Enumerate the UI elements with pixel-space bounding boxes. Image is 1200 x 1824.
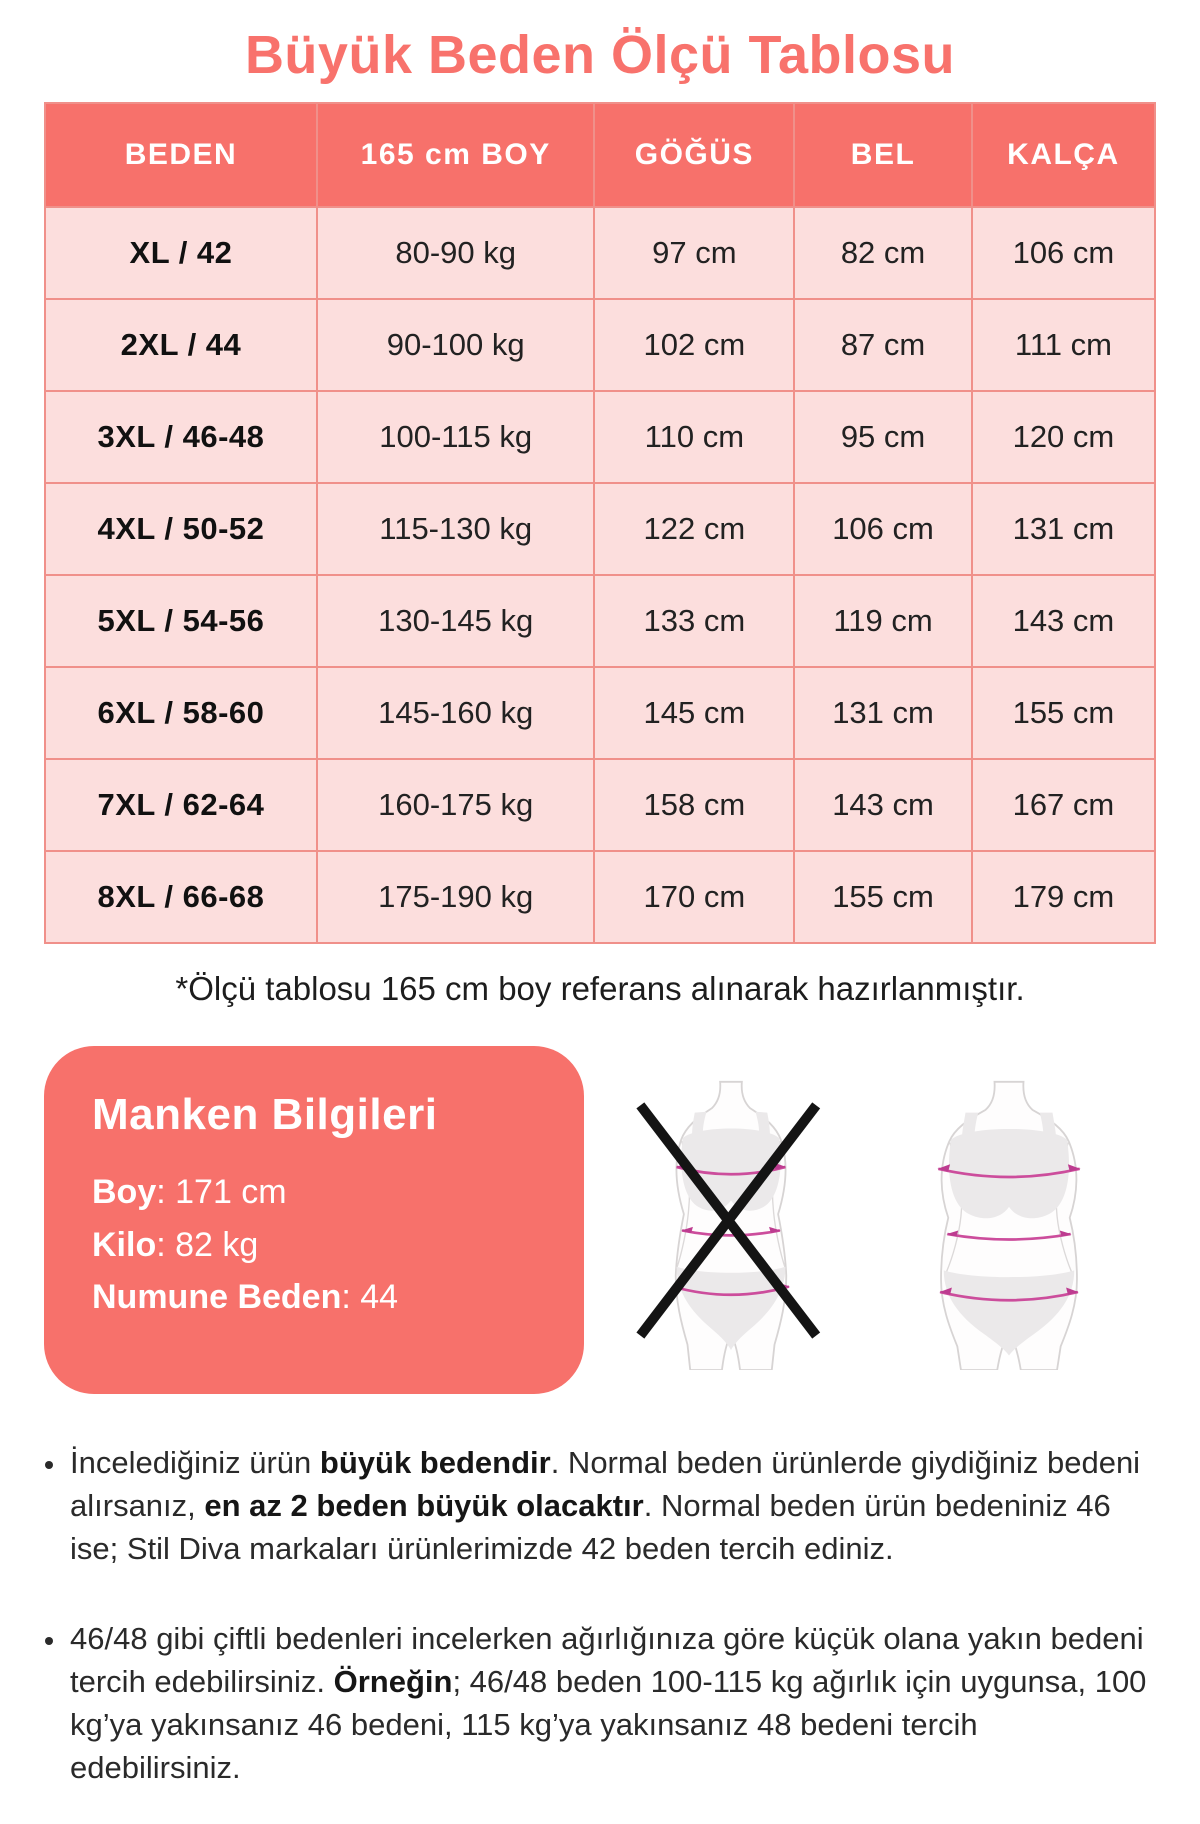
table-row (45, 299, 1155, 391)
header-cell-bel: BEL (794, 103, 972, 207)
header-cell-gogus: GÖĞÜS (594, 103, 794, 207)
note-text: 46/48 gibi çiftli bedenleri incelerken ağırlığınıza göre küçük olana yakın bedeni tercih edebilirsiniz. (70, 1621, 1144, 1700)
size-cell: XL / 42 (45, 207, 317, 299)
table-cell: 145-160 kg (317, 667, 595, 759)
note-text-bold: büyük bedendir (319, 1445, 551, 1480)
table-cell: 155 cm (972, 667, 1155, 759)
note-text: . Normal beden ürün bedeniniz 46 ise; Stil Diva markaları ürünlerimizde 42 beden tercih ediniz. (70, 1487, 1111, 1566)
size-table-container (44, 102, 1156, 944)
model-info-section (44, 1046, 1156, 1394)
table-cell: 155 cm (794, 851, 972, 943)
note-item (68, 1618, 1152, 1789)
table-row (45, 759, 1155, 851)
notes-section (40, 1442, 1152, 1789)
table-row (45, 207, 1155, 299)
model-info-title: Manken Bilgileri (92, 1090, 438, 1139)
note-text: İncelediğiniz ürün (70, 1445, 320, 1480)
table-cell: 131 cm (794, 667, 972, 759)
table-row (45, 851, 1155, 943)
table-cell: 115-130 kg (317, 483, 595, 575)
model-weight-label: Kilo (92, 1225, 157, 1264)
table-footnote: *Ölçü tablosu 165 cm boy referans alınarak hazırlanmıştır. (175, 970, 1025, 1007)
table-cell: 143 cm (794, 759, 972, 851)
table-cell: 158 cm (594, 759, 794, 851)
note-text-bold: Örneğin (333, 1664, 453, 1700)
size-cell: 3XL / 46-48 (45, 391, 317, 483)
table-cell: 133 cm (594, 575, 794, 667)
table-cell: 119 cm (794, 575, 972, 667)
table-cell: 95 cm (794, 391, 972, 483)
table-cell: 167 cm (972, 759, 1155, 851)
note-text-bold: en az 2 beden büyük olacaktır (204, 1487, 644, 1523)
size-table (44, 102, 1156, 944)
size-cell: 2XL / 44 (45, 299, 317, 391)
model-height-label: Boy (92, 1173, 157, 1211)
crossed-slim-figure-illustration (631, 1080, 831, 1370)
table-cell: 175-190 kg (317, 851, 595, 943)
model-sample-size-line (92, 1271, 536, 1324)
table-cell: 100-115 kg (317, 391, 595, 483)
model-weight-value: : 82 kg (156, 1225, 259, 1264)
model-sample-size-value: : 44 (341, 1278, 399, 1317)
table-cell: 143 cm (972, 575, 1155, 667)
table-cell: 122 cm (594, 483, 794, 575)
table-row (45, 575, 1155, 667)
page-title: Büyük Beden Ölçü Tablosu (244, 25, 956, 85)
table-cell: 90-100 kg (317, 299, 595, 391)
table-cell: 145 cm (594, 667, 794, 759)
header-cell-beden: BEDEN (45, 103, 317, 207)
table-cell: 80-90 kg (317, 207, 595, 299)
table-cell: 170 cm (594, 851, 794, 943)
table-cell: 111 cm (972, 299, 1155, 391)
size-cell: 5XL / 54-56 (45, 575, 317, 667)
table-cell: 106 cm (972, 207, 1155, 299)
table-cell: 160-175 kg (317, 759, 595, 851)
table-cell: 106 cm (794, 483, 972, 575)
size-cell: 8XL / 66-68 (45, 851, 317, 943)
table-cell: 97 cm (594, 207, 794, 299)
model-height-value: : 171 cm (156, 1173, 287, 1211)
table-cell: 82 cm (794, 207, 972, 299)
size-cell: 4XL / 50-52 (45, 483, 317, 575)
table-cell: 110 cm (594, 391, 794, 483)
table-row (45, 667, 1155, 759)
table-row (45, 391, 1155, 483)
note-text: ; 46/48 beden 100-115 kg ağırlık için uygunsa, 100 kg’ya yakınsanız 46 bedeni, 115 kg’ya yakınsanız 48 bedeni tercih edebilirsiniz. (70, 1664, 1147, 1785)
size-cell: 6XL / 58-60 (45, 667, 317, 759)
plus-body-silhouette (937, 1082, 1080, 1370)
model-sample-size-label: Numune Beden (92, 1278, 342, 1317)
table-cell: 120 cm (972, 391, 1155, 483)
figure-illustrations (584, 1046, 1156, 1370)
note-item (68, 1442, 1152, 1570)
table-cell: 131 cm (972, 483, 1155, 575)
header-cell-boy: 165 cm BOY (317, 103, 595, 207)
table-cell: 179 cm (972, 851, 1155, 943)
table-cell: 87 cm (794, 299, 972, 391)
model-info-card (44, 1046, 584, 1394)
header-cell-kalca: KALÇA (972, 103, 1155, 207)
note-text: . Normal beden ürünlerde giydiğiniz bedeni alırsanız, (70, 1445, 1141, 1523)
model-weight-line (92, 1219, 536, 1272)
table-cell: 130-145 kg (317, 575, 595, 667)
table-cell: 102 cm (594, 299, 794, 391)
plus-size-figure-illustration (909, 1080, 1109, 1370)
model-height-line (92, 1166, 536, 1219)
size-cell: 7XL / 62-64 (45, 759, 317, 851)
table-row (45, 483, 1155, 575)
table-header-row (45, 103, 1155, 207)
